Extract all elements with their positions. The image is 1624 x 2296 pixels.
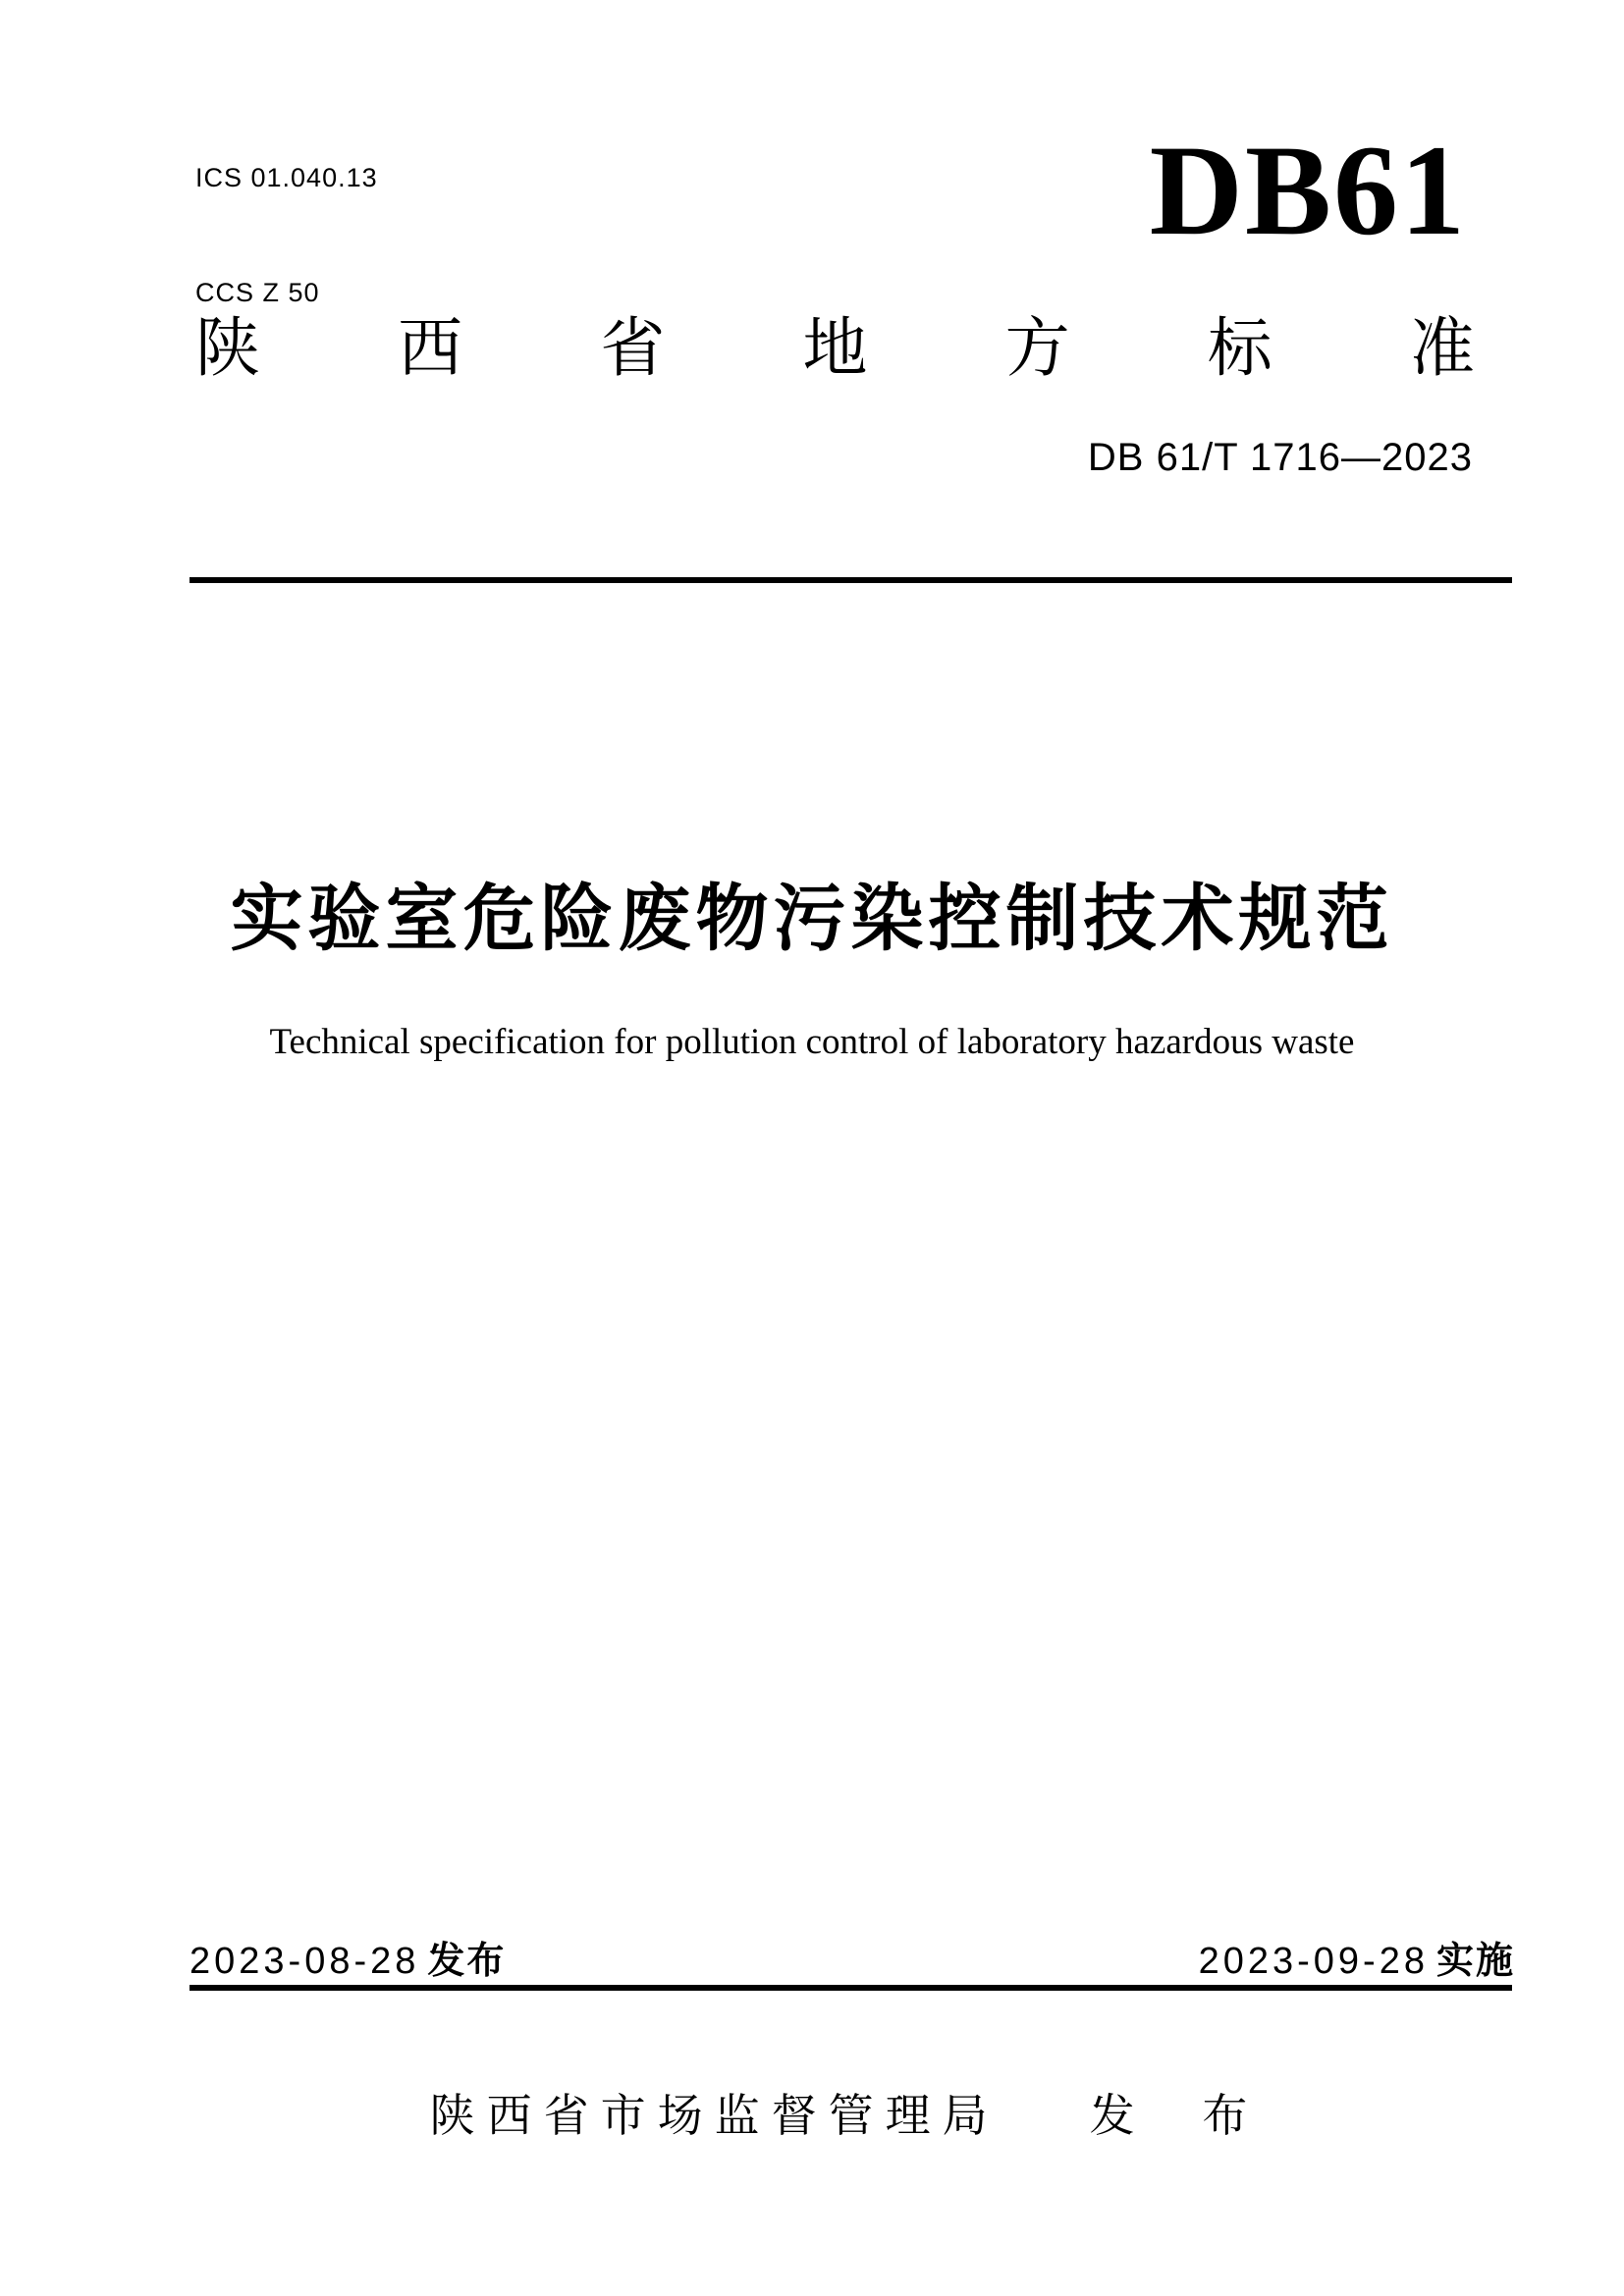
- issue-date-cell: [189, 1942, 506, 1983]
- bottom-horizontal-rule: [189, 1985, 1512, 1991]
- db61-logo: DB61: [1149, 118, 1467, 262]
- document-title-cn: 实验室危险废物污染控制技术规范: [230, 878, 1394, 959]
- ccs-code: CCS Z 50: [195, 278, 320, 307]
- standard-name-char: 陕: [195, 313, 260, 385]
- standard-name-char: 地: [802, 313, 868, 385]
- top-horizontal-rule: [189, 577, 1512, 583]
- publisher-name: 陕西省市场监督管理局: [429, 2090, 1000, 2141]
- issue-label: 发布: [427, 1941, 507, 1982]
- publish-action-label: 发 布: [1089, 2090, 1275, 2141]
- standard-name-char: 西: [398, 313, 463, 385]
- ics-code: ICS 01.040.13: [195, 163, 378, 192]
- standard-name-char: 方: [1004, 313, 1070, 385]
- implement-date-cell: [1199, 1942, 1515, 1983]
- publisher-row: [189, 2089, 1515, 2143]
- dates-row: [189, 1942, 1515, 1983]
- standard-name-row: [195, 314, 1475, 386]
- standard-number: DB 61/T 1716—2023: [1087, 436, 1473, 479]
- standard-name-char: 准: [1409, 313, 1475, 385]
- document-title-en: Technical specification for pollution control of laboratory hazardous waste: [269, 1022, 1355, 1062]
- standard-name-char: 省: [600, 313, 666, 385]
- implement-date: 2023-09-28: [1198, 1941, 1429, 1982]
- implement-label: 实施: [1435, 1941, 1515, 1982]
- standard-name-char: 标: [1207, 313, 1272, 385]
- issue-date: 2023-08-28: [189, 1941, 420, 1982]
